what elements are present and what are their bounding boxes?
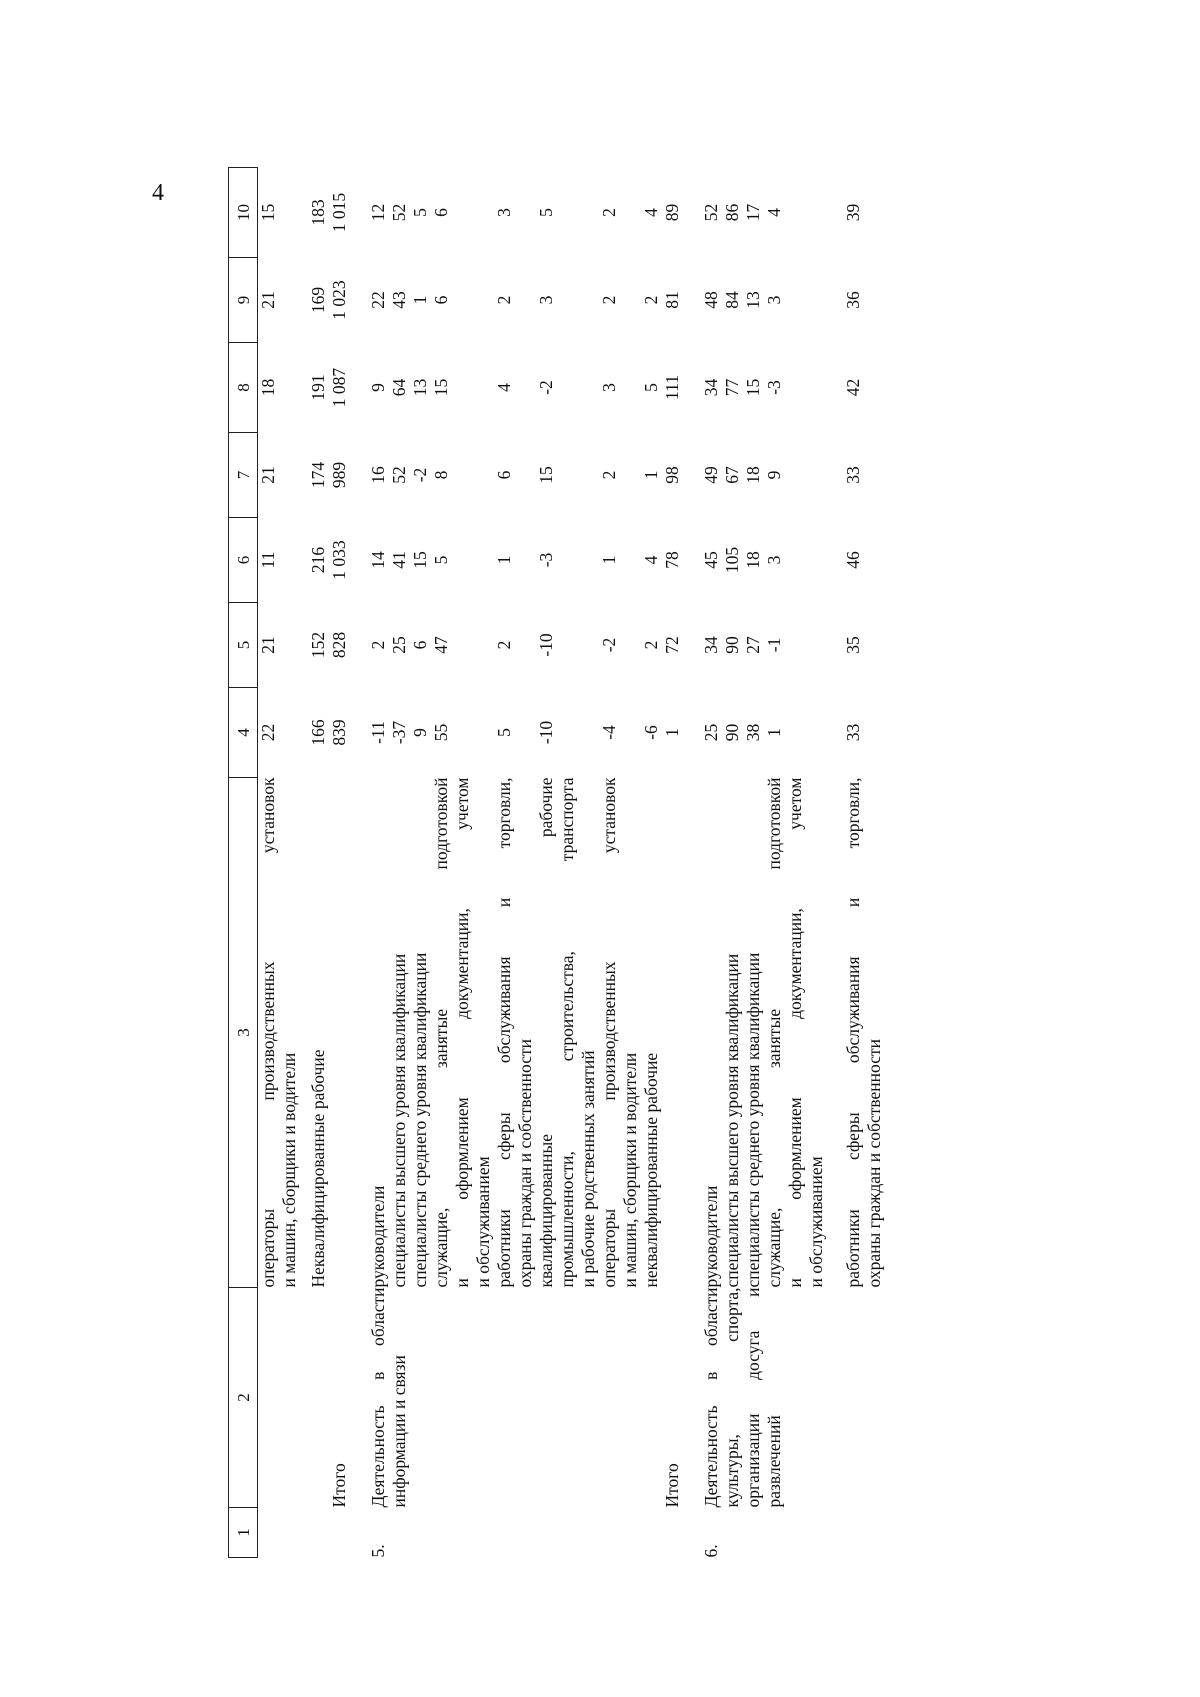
occupation-cell (641, 778, 683, 1288)
occupation-line: неквалифицированные рабочие (641, 1052, 661, 1288)
occupation-line: и обслуживанием (806, 1156, 826, 1288)
column-header: 1 (229, 1508, 258, 1558)
occupation-cell (599, 778, 641, 1288)
value: 98 (662, 466, 682, 484)
value-cell (494, 168, 536, 258)
occupation-line: и машин, сборщики и водители (620, 1052, 640, 1288)
value: 1 (662, 728, 682, 737)
value: 33 (843, 723, 863, 742)
value: 89 (662, 203, 682, 222)
value: 8 (431, 470, 451, 480)
value: 2 (368, 640, 388, 650)
activity-section: Итого (329, 1463, 349, 1508)
table-body (258, 168, 886, 1558)
value-cell (536, 518, 599, 603)
activity-section: Итого (662, 1463, 682, 1508)
value: 18 (743, 551, 763, 569)
value-cell (599, 343, 641, 433)
value-cell (258, 603, 301, 688)
occupation-line: операторы производственных установок (599, 777, 619, 1288)
value: 21 (258, 291, 278, 309)
value: 9 (764, 470, 784, 480)
column-header: 5 (229, 603, 258, 688)
spacer-row (350, 168, 368, 1558)
value: 13 (410, 378, 430, 397)
value-cell (599, 603, 641, 688)
value-cell (701, 343, 827, 433)
value-cell (536, 433, 599, 518)
value: -3 (764, 380, 784, 395)
value: 111 (662, 375, 682, 400)
occupation-line: специалисты высшего уровня квалификации (389, 953, 409, 1288)
activity-section: Деятельность в области культуры, спорта, организации досуга и развлечений (701, 1287, 784, 1508)
value-cell (641, 688, 683, 778)
value: 42 (843, 378, 863, 397)
table-row (368, 168, 494, 1558)
value: 3 (599, 383, 619, 392)
occupation-line: квалифицированные рабочие (536, 777, 556, 1288)
value: 15 (743, 378, 763, 397)
value-cell (843, 688, 885, 778)
value: 22 (368, 291, 388, 309)
value: 191 (308, 374, 328, 401)
value: 48 (701, 291, 721, 309)
value: 5 (431, 555, 451, 565)
value: 989 (329, 461, 349, 489)
column-header: 10 (229, 168, 258, 258)
occupation-line: охраны граждан и собственности (515, 1039, 535, 1288)
value: 3 (536, 295, 556, 305)
value-cell (494, 343, 536, 433)
value: 45 (701, 551, 721, 569)
value-cell (258, 688, 301, 778)
value: 2 (599, 295, 619, 305)
occupation-line: работники сферы обслуживания и торговли, (843, 777, 863, 1288)
header-row (229, 168, 258, 1558)
value: 2 (641, 640, 661, 650)
value-cell (308, 688, 350, 778)
value-cell (258, 433, 301, 518)
value: -10 (536, 720, 556, 745)
value: 174 (308, 461, 328, 489)
table-row (308, 168, 350, 1558)
value-cell (701, 258, 827, 343)
value: 1 (764, 728, 784, 737)
rotated-page (228, 168, 972, 1558)
value: 39 (843, 203, 863, 222)
value-cell (368, 433, 494, 518)
occupation-line: и оформлением документации, учетом (785, 777, 805, 1288)
table-row (599, 168, 641, 1558)
value: 21 (258, 466, 278, 484)
value: 1 015 (329, 192, 349, 233)
occupation-cell (701, 778, 827, 1288)
value: -4 (599, 725, 619, 740)
value-cell (641, 343, 683, 433)
value-cell (843, 168, 885, 258)
row-number (599, 1508, 641, 1558)
value-cell (599, 518, 641, 603)
value: 2 (599, 208, 619, 217)
value: -2 (410, 467, 430, 483)
value: 4 (494, 383, 514, 392)
value-cell (258, 343, 301, 433)
value: 27 (743, 636, 763, 654)
value-cell (641, 603, 683, 688)
value-cell (368, 603, 494, 688)
value: 3 (764, 295, 784, 305)
value: 78 (662, 551, 682, 569)
value: 90 (722, 723, 742, 742)
value: 41 (389, 551, 409, 569)
value-cell (494, 518, 536, 603)
value: 77 (722, 378, 742, 397)
occupation-cell (536, 778, 599, 1288)
activity-section: Деятельность в области информации и связи (368, 1287, 409, 1508)
value: -37 (389, 720, 409, 745)
activity-section (599, 1288, 641, 1508)
table-row (843, 168, 885, 1558)
value: -2 (599, 637, 619, 653)
table-row (701, 168, 827, 1558)
occupation-line: охраны граждан и собственности (864, 1039, 884, 1288)
value: 169 (308, 286, 328, 314)
value-cell (536, 343, 599, 433)
value: 16 (368, 466, 388, 484)
column-header: 7 (229, 433, 258, 518)
occupation-line: Неквалифицированные рабочие (308, 1049, 328, 1288)
value-cell (599, 688, 641, 778)
occupation-line: служащие, занятые подготовкой (431, 777, 451, 1288)
value-cell (308, 258, 350, 343)
value-cell (641, 433, 683, 518)
column-header: 8 (229, 343, 258, 433)
value: 183 (308, 199, 328, 226)
value: 13 (743, 291, 763, 309)
value-cell (258, 518, 301, 603)
value-cell (701, 603, 827, 688)
value: 152 (308, 631, 328, 659)
value-cell (599, 258, 641, 343)
value: -10 (536, 633, 556, 657)
value-cell (494, 258, 536, 343)
value: 15 (258, 203, 278, 222)
value: 81 (662, 291, 682, 309)
occupation-cell (843, 778, 885, 1288)
occupation-line: специалисты среднего уровня квалификации (410, 952, 430, 1288)
activity-section (494, 1288, 536, 1508)
value-cell (494, 603, 536, 688)
value: 52 (389, 203, 409, 222)
value: 2 (494, 640, 514, 650)
page-number: 4 (152, 180, 164, 206)
value: -2 (536, 380, 556, 395)
row-number (494, 1508, 536, 1558)
value: -11 (368, 721, 388, 744)
value-cell (368, 518, 494, 603)
value: 55 (431, 723, 451, 742)
value-cell (701, 688, 827, 778)
table-row (494, 168, 536, 1558)
value: 2 (599, 470, 619, 480)
value: 5 (641, 383, 661, 392)
table-row (641, 168, 683, 1558)
value: 90 (722, 636, 742, 654)
value: 828 (329, 631, 349, 659)
value-cell (536, 258, 599, 343)
value: 46 (843, 551, 863, 569)
occupation-line: служащие, занятые подготовкой (764, 777, 784, 1288)
value-cell (258, 258, 301, 343)
value: 49 (701, 466, 721, 484)
activity-section (843, 1288, 885, 1508)
value: 6 (410, 640, 430, 650)
value: -6 (641, 725, 661, 740)
table-row (536, 168, 599, 1558)
column-header: 2 (229, 1288, 258, 1508)
occupation-line: и обслуживанием (473, 1156, 493, 1288)
value: 25 (389, 636, 409, 654)
value: 11 (258, 551, 278, 569)
value-cell (843, 518, 885, 603)
value: 216 (308, 546, 328, 574)
value-cell (308, 343, 350, 433)
value-cell (308, 518, 350, 603)
value-cell (701, 518, 827, 603)
value: 17 (743, 203, 763, 222)
value: 22 (258, 723, 278, 742)
value: 5 (410, 208, 430, 217)
occupation-cell (494, 778, 536, 1288)
value: 12 (368, 203, 388, 222)
row-number: 6. (701, 1544, 721, 1558)
value: 1 033 (329, 540, 349, 580)
value-cell (536, 688, 599, 778)
value: 4 (641, 555, 661, 565)
row-number (843, 1508, 885, 1558)
occupation-line: специалисты высшего уровня квалификации (722, 953, 742, 1288)
occupation-cell (308, 778, 350, 1288)
value: 84 (722, 291, 742, 309)
value: 2 (641, 295, 661, 305)
value: 18 (743, 466, 763, 484)
spacer-row (683, 168, 701, 1558)
table-row (258, 168, 301, 1558)
value: 1 (599, 555, 619, 565)
value: 6 (431, 208, 451, 217)
row-number (258, 1508, 301, 1558)
value: 72 (662, 636, 682, 654)
column-header: 3 (229, 778, 258, 1288)
value-cell (308, 168, 350, 258)
spacer-row (827, 168, 843, 1558)
value-cell (368, 688, 494, 778)
column-header: 9 (229, 258, 258, 343)
value: 3 (764, 555, 784, 565)
activity-section (536, 1288, 599, 1508)
value: 18 (258, 378, 278, 397)
value: 38 (743, 723, 763, 742)
occupation-line: операторы производственных установок (258, 777, 278, 1288)
value: 86 (722, 203, 742, 222)
value: 9 (368, 383, 388, 392)
spacer-row (300, 168, 308, 1558)
value: 6 (431, 295, 451, 305)
value: 1 (410, 295, 430, 305)
value: 1 (641, 470, 661, 480)
value-cell (641, 518, 683, 603)
value: 166 (308, 719, 328, 746)
value: 34 (701, 378, 721, 397)
value: 1 (494, 555, 514, 565)
occupation-cell (258, 778, 301, 1288)
occupation-cell (368, 778, 494, 1288)
value: 5 (494, 728, 514, 737)
value-cell (843, 603, 885, 688)
column-header: 6 (229, 518, 258, 603)
value: 25 (701, 723, 721, 742)
value-cell (701, 168, 827, 258)
value: 36 (843, 291, 863, 309)
value: -3 (536, 552, 556, 568)
value-cell (641, 258, 683, 343)
value-cell (599, 168, 641, 258)
occupation-line: и рабочие родственных занятий (578, 1050, 598, 1288)
row-number (536, 1508, 599, 1558)
value: 9 (410, 728, 430, 737)
value-cell (258, 168, 301, 258)
value-cell (368, 168, 494, 258)
value: 35 (843, 636, 863, 654)
value-cell (308, 603, 350, 688)
value: 15 (536, 466, 556, 484)
column-header: 4 (229, 688, 258, 778)
value: 52 (389, 466, 409, 484)
value: 1 023 (329, 280, 349, 320)
value-cell (843, 343, 885, 433)
value: 47 (431, 636, 451, 654)
value: 4 (764, 208, 784, 217)
row-number (308, 1508, 350, 1558)
activity-section (258, 1288, 301, 1508)
value: 67 (722, 466, 742, 484)
row-number (641, 1508, 683, 1558)
value: 15 (431, 378, 451, 397)
value: 6 (494, 470, 514, 480)
value: 2 (494, 295, 514, 305)
value: -1 (764, 637, 784, 653)
row-number: 5. (368, 1544, 388, 1558)
value: 15 (410, 551, 430, 569)
value: 1 087 (329, 367, 349, 408)
occupation-line: и оформлением документации, учетом (452, 777, 472, 1288)
value-cell (843, 433, 885, 518)
value-cell (494, 433, 536, 518)
value-cell (536, 603, 599, 688)
value-cell (536, 168, 599, 258)
value-cell (494, 688, 536, 778)
value: 3 (494, 208, 514, 217)
occupation-line: руководители (368, 1185, 388, 1288)
value: 839 (329, 719, 349, 746)
value: 43 (389, 291, 409, 309)
value-cell (701, 433, 827, 518)
statistics-table (228, 167, 885, 1558)
value: 33 (843, 466, 863, 484)
value: 52 (701, 203, 721, 222)
occupation-line: промышленности, строительства, транспорта (557, 777, 577, 1288)
value: 5 (536, 208, 556, 217)
occupation-line: специалисты среднего уровня квалификации (743, 952, 763, 1288)
value: 21 (258, 636, 278, 654)
value: 34 (701, 636, 721, 654)
value: 64 (389, 378, 409, 397)
value: 4 (641, 208, 661, 217)
value: 14 (368, 551, 388, 569)
value: 105 (722, 546, 742, 574)
value-cell (308, 433, 350, 518)
value-cell (368, 258, 494, 343)
occupation-line: и машин, сборщики и водители (279, 1052, 299, 1288)
value-cell (599, 433, 641, 518)
value-cell (641, 168, 683, 258)
occupation-line: руководители (701, 1185, 721, 1288)
value-cell (368, 343, 494, 433)
value-cell (843, 258, 885, 343)
occupation-line: работники сферы обслуживания и торговли, (494, 777, 514, 1288)
